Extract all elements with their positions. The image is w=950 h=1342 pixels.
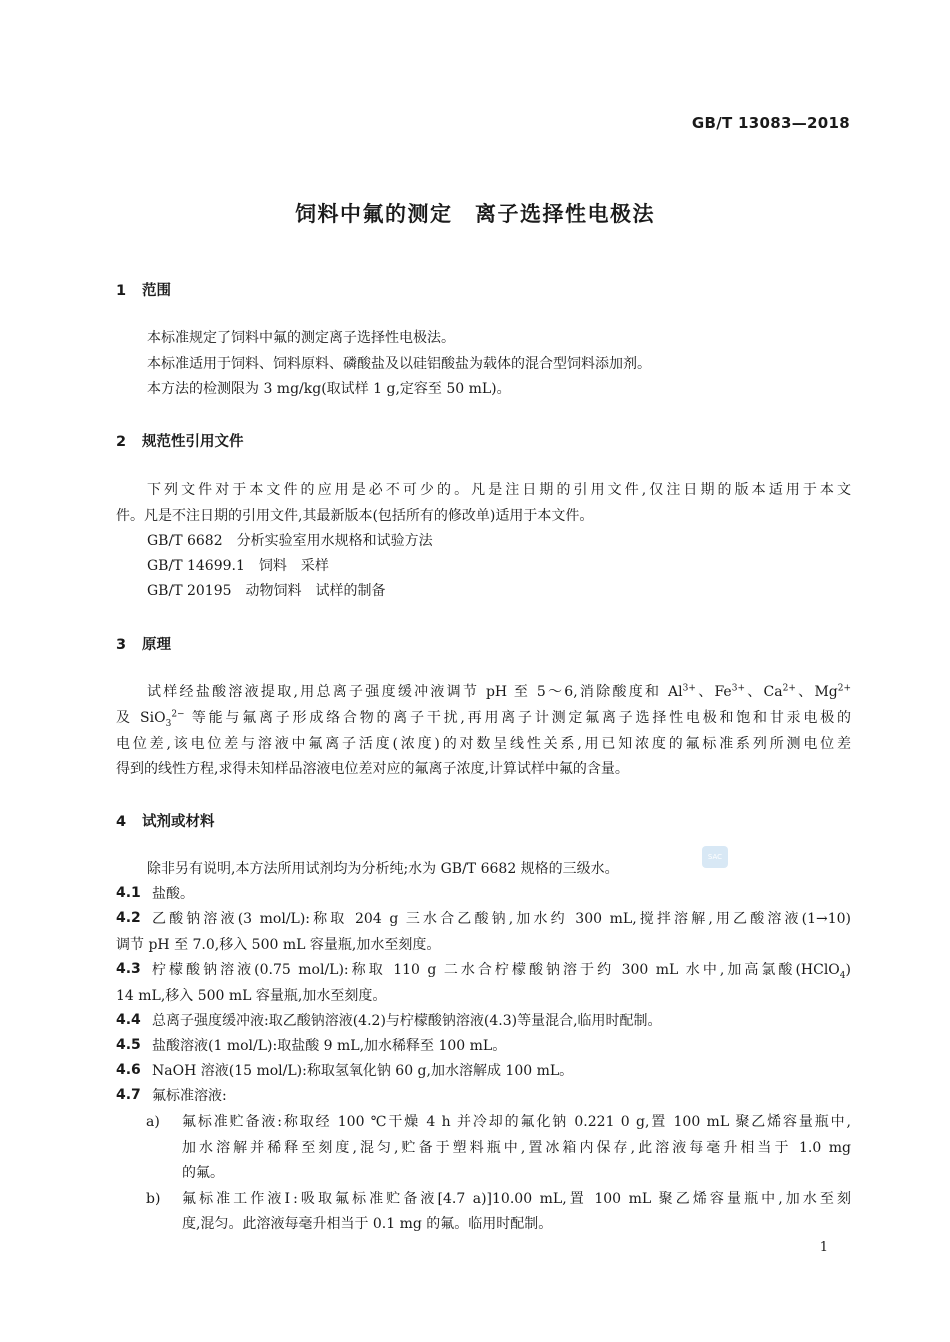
ion-fe: 、Fe xyxy=(695,684,732,700)
standard-code: GB/T 13083—2018 xyxy=(691,114,850,132)
paragraph-line: 件。凡是不注日期的引用文件,其最新版本(包括所有的修改单)适用于本文件。 xyxy=(116,508,594,524)
list-item-text: 氟标准贮备液:称取经 100 ℃干燥 4 h 并冷却的氟化钠 0.221 0 g,置 100 mL 聚乙烯容量瓶中, xyxy=(182,1114,851,1130)
clause-number: 4.2 xyxy=(116,910,141,926)
section-title: 规范性引用文件 xyxy=(142,434,244,450)
ion-ca: 、Ca xyxy=(745,684,783,700)
text-run: 及 SiO xyxy=(116,710,166,726)
section-4-heading xyxy=(116,810,215,831)
reference-item: GB/T 20195 动物饲料 试样的制备 xyxy=(147,583,386,599)
page-number: 1 xyxy=(819,1240,828,1255)
text-run: 柠檬酸钠溶液(0.75 mol/L):称取 110 g 二水合柠檬酸钠溶于约 300 mL 水中,加高氯酸(HClO xyxy=(152,962,840,978)
ion-charge: 2+ xyxy=(837,683,852,694)
paragraph-line: 本方法的检测限为 3 mg/kg(取试样 1 g,定容至 50 mL)。 xyxy=(147,381,511,397)
section-3-heading xyxy=(116,633,171,654)
ion-al: Al xyxy=(668,684,683,700)
sac-watermark-icon: SAC xyxy=(702,846,728,868)
list-item-text: 度,混匀。此溶液每毫升相当于 0.1 mg 的氟。临用时配制。 xyxy=(182,1216,553,1232)
section-title: 试剂或材料 xyxy=(142,814,215,830)
clause-text: 总离子强度缓冲液:取乙酸钠溶液(4.2)与柠檬酸钠溶液(4.3)等量混合,临用时配制。 xyxy=(152,1013,662,1029)
paragraph-line xyxy=(147,683,851,701)
clause-number: 4.7 xyxy=(116,1087,141,1103)
ion-charge: 3+ xyxy=(682,683,696,694)
list-item-text: 氟标准工作液Ⅰ:吸取氟标准贮备液[4.7 a)]10.00 mL,置 100 mL 聚乙烯容量瓶中,加水至刻 xyxy=(182,1191,851,1207)
text-run: ) xyxy=(845,962,851,978)
clause-text: 盐酸。 xyxy=(152,886,194,902)
paragraph-line: 本标准规定了饲料中氟的测定离子选择性电极法。 xyxy=(147,330,455,346)
section-title: 范围 xyxy=(142,283,171,299)
list-label: a) xyxy=(146,1114,160,1130)
list-item-text: 加水溶解并稀释至刻度,混匀,贮备于塑料瓶中,置冰箱内保存,此溶液每毫升相当于 1.0 mg xyxy=(182,1140,851,1156)
section-1-heading xyxy=(116,279,171,300)
clause-text: 调节 pH 至 7.0,移入 500 mL 容量瓶,加水至刻度。 xyxy=(116,937,441,953)
clause-text: NaOH 溶液(15 mol/L):称取氢氧化钠 60 g,加水溶解成 100 mL。 xyxy=(152,1063,574,1079)
clause-text: 14 mL,移入 500 mL 容量瓶,加水至刻度。 xyxy=(116,988,387,1004)
paragraph-line xyxy=(116,709,851,727)
section-number: 4 xyxy=(116,814,127,830)
clause-number: 4.1 xyxy=(116,885,141,901)
clause-text xyxy=(152,961,851,979)
reference-item: GB/T 6682 分析实验室用水规格和试验方法 xyxy=(147,533,433,549)
clause-number: 4.4 xyxy=(116,1012,141,1028)
clause-number: 4.5 xyxy=(116,1037,141,1053)
section-number: 3 xyxy=(116,637,127,653)
text-run: 等能与氟离子形成络合物的离子干扰,再用离子计测定氟离子选择性电极和饱和甘汞电极的 xyxy=(184,710,851,726)
clause-number: 4.6 xyxy=(116,1062,141,1078)
paragraph-line: 电位差,该电位差与溶液中氟离子活度(浓度)的对数呈线性关系,用已知浓度的氟标准系列所测电位差 xyxy=(116,736,851,752)
document-title: 饲料中氟的测定 离子选择性电极法 xyxy=(295,202,655,226)
paragraph-line: 除非另有说明,本方法所用试剂均为分析纯;水为 GB/T 6682 规格的三级水。 xyxy=(147,861,619,877)
reference-item: GB/T 14699.1 饲料 采样 xyxy=(147,558,329,574)
section-2-heading xyxy=(116,430,244,451)
list-item-text: 的氟。 xyxy=(182,1165,224,1181)
subscript: 4 xyxy=(839,970,846,981)
ion-mg: 、Mg xyxy=(795,684,838,700)
clause-text: 乙酸钠溶液(3 mol/L):称取 204 g 三水合乙酸钠,加水约 300 mL,搅拌溶解,用乙酸溶液(1→10) xyxy=(152,911,851,927)
ion-charge: 2+ xyxy=(782,683,796,694)
clause-text: 氟标准溶液: xyxy=(152,1088,227,1104)
clause-number: 4.3 xyxy=(116,961,141,977)
paragraph-line: 下列文件对于本文件的应用是必不可少的。凡是注日期的引用文件,仅注日期的版本适用于本文 xyxy=(147,482,851,498)
text-run: 试样经盐酸溶液提取,用总离子强度缓冲液调节 pH 至 5～6,消除酸度和 xyxy=(147,684,669,700)
ion-charge: 3+ xyxy=(731,683,745,694)
list-label: b) xyxy=(146,1191,161,1207)
clause-text: 盐酸溶液(1 mol/L):取盐酸 9 mL,加水稀释至 100 mL。 xyxy=(152,1038,507,1054)
paragraph-line: 得到的线性方程,求得未知样品溶液电位差对应的氟离子浓度,计算试样中氟的含量。 xyxy=(116,761,629,777)
section-title: 原理 xyxy=(142,637,171,653)
ion-charge: 2− xyxy=(171,709,185,720)
paragraph-line: 本标准适用于饲料、饲料原料、磷酸盐及以硅铝酸盐为载体的混合型饲料添加剂。 xyxy=(147,356,651,372)
subscript: 3 xyxy=(165,718,172,729)
section-number: 1 xyxy=(116,283,127,299)
section-number: 2 xyxy=(116,434,127,450)
